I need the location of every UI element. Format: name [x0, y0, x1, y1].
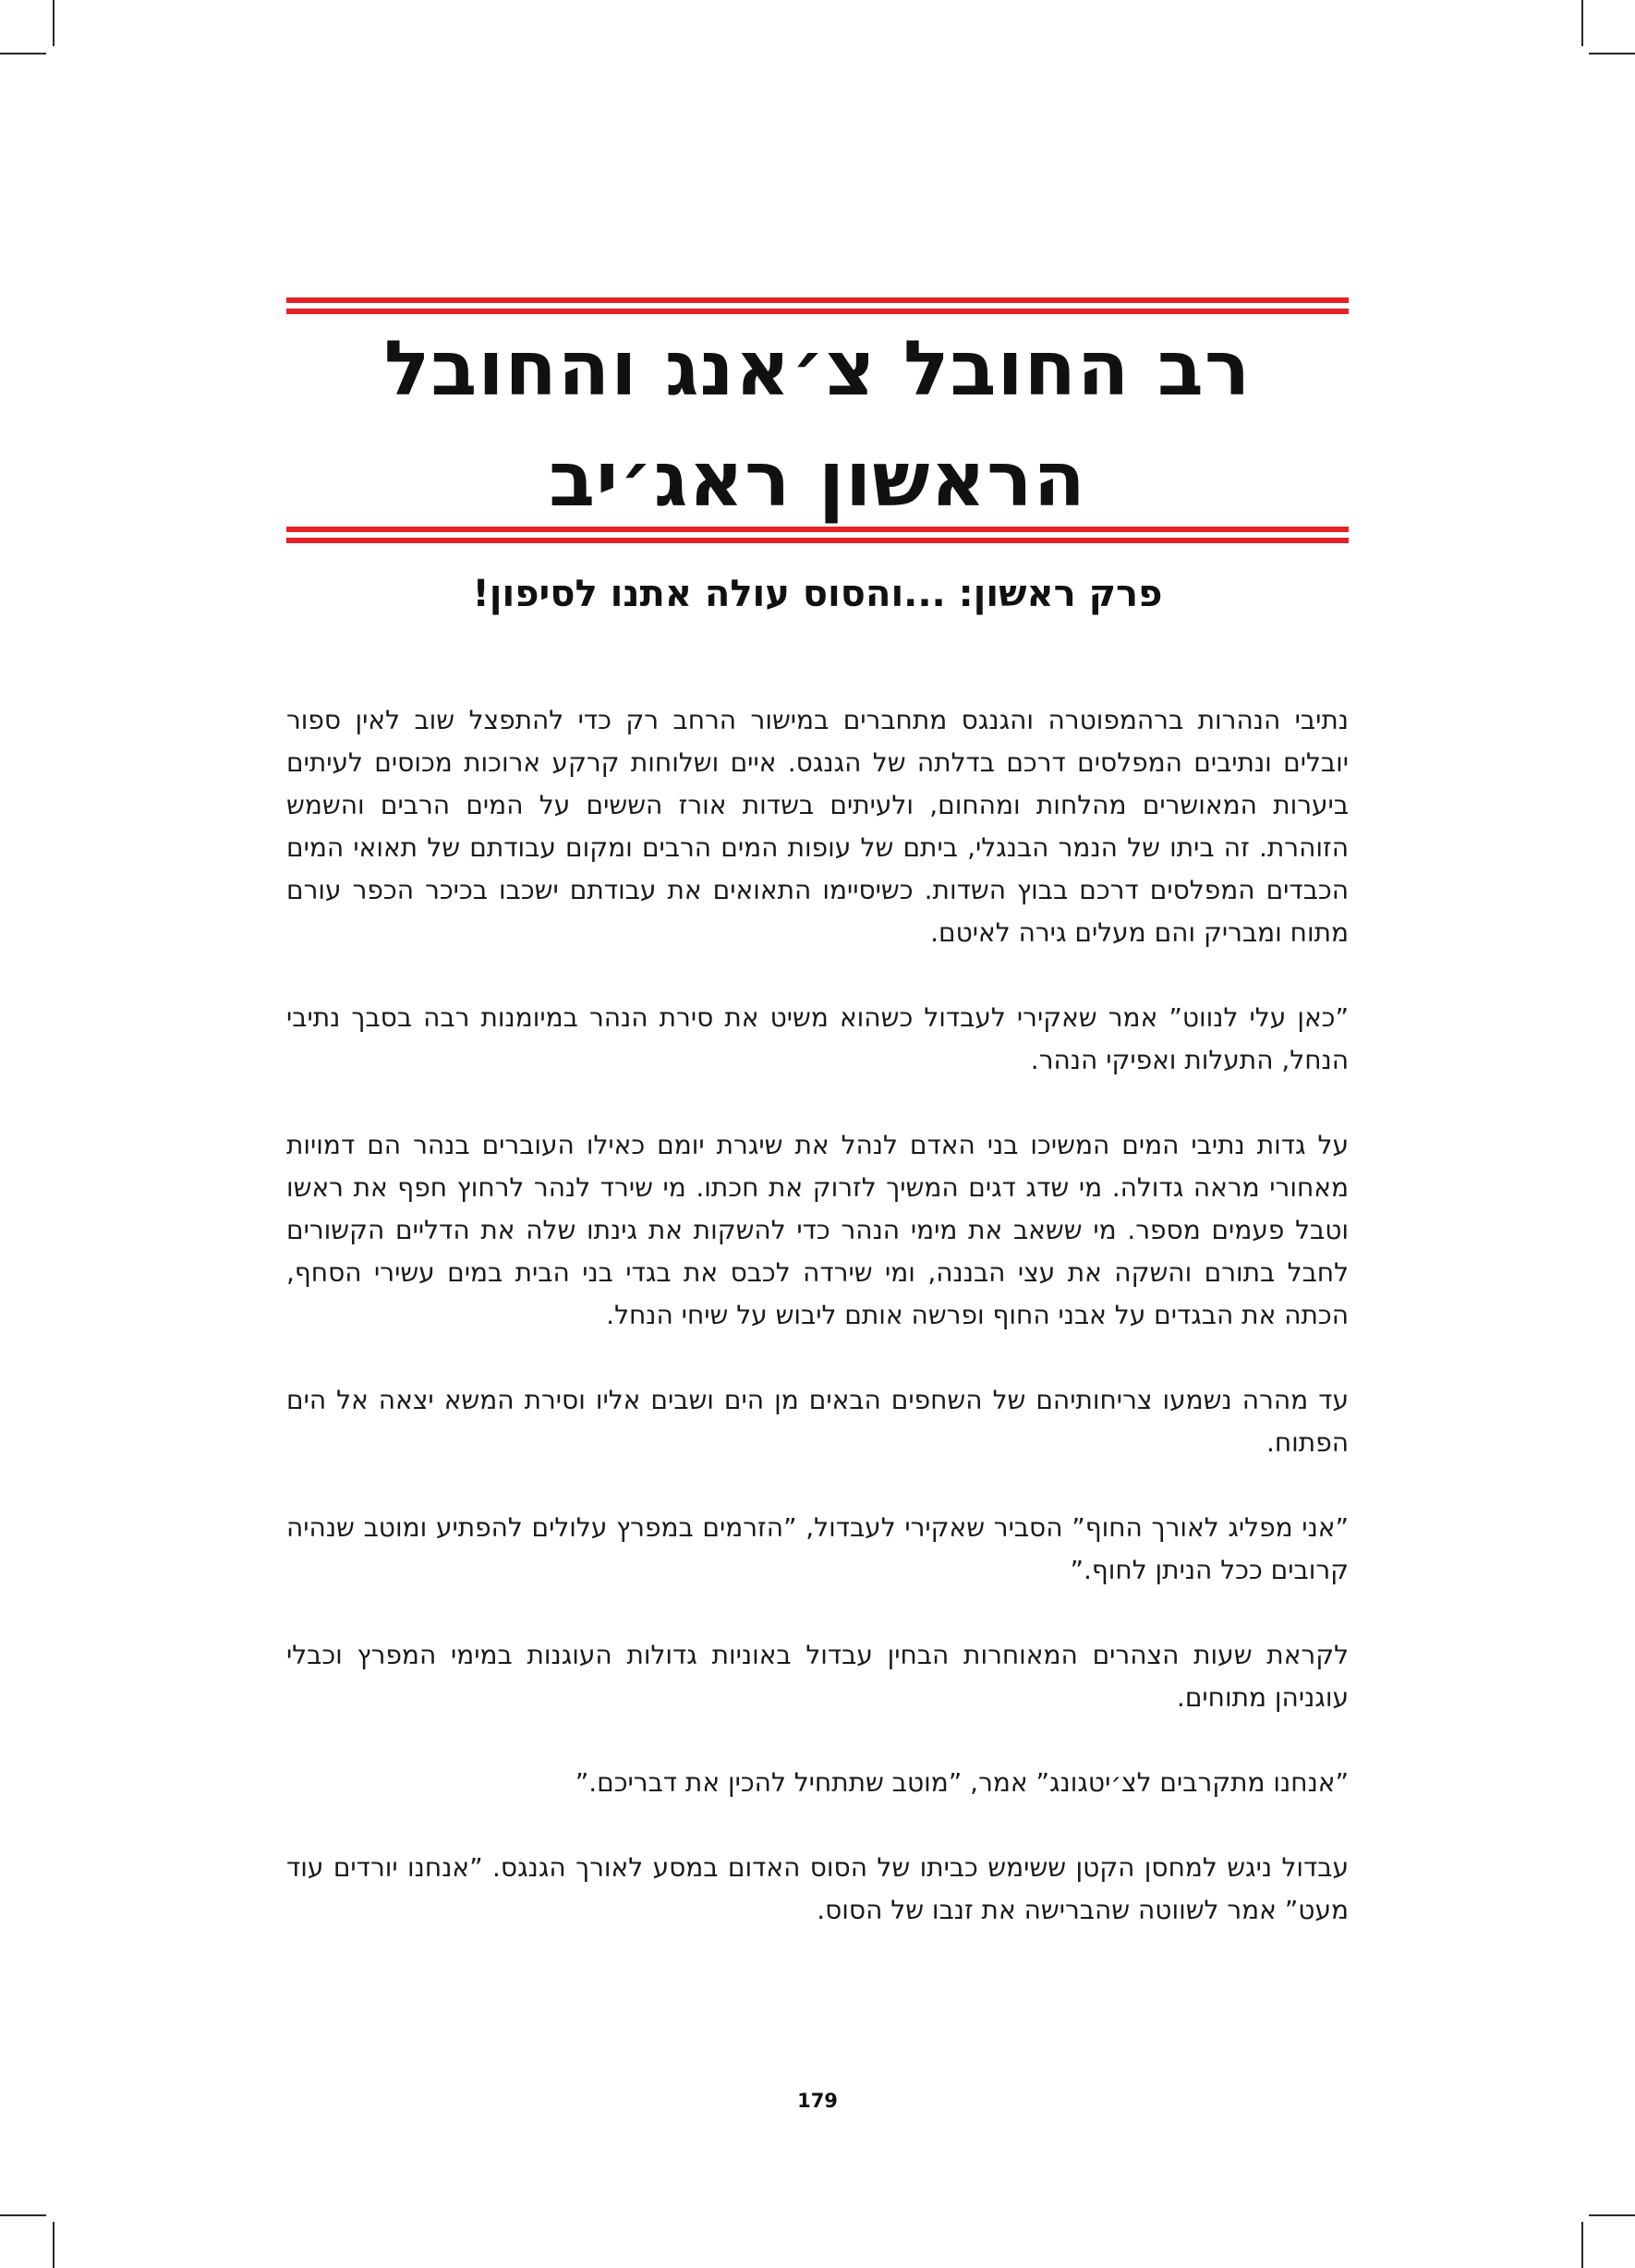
chapter-heading: פרק ראשון: ...והסוס עולה אתנו לסיפון!	[472, 573, 1163, 615]
title-bottom-rule	[286, 527, 1349, 549]
crop-mark-bottom-left-vertical	[53, 2222, 54, 2268]
paragraph: עד מהרה נשמעו צריחותיהם של השחפים הבאים מן הים ושבים אליו וסירת המשא יצאה אל הים הפתוח.	[286, 1385, 1349, 1458]
body-text	[286, 699, 1349, 1974]
crop-mark-top-right-vertical	[1581, 0, 1583, 46]
crop-mark-bottom-right-vertical	[1581, 2222, 1583, 2268]
paragraph: ”אנחנו מתקרבים לצ׳יטגונג” אמר, ”מוטב שתתחיל להכין את דבריכם.”	[575, 1767, 1349, 1798]
title-line-1: רב החובל צ׳אנג והחובל	[383, 325, 1252, 413]
paragraph: נתיבי הנהרות ברהמפוטרה והגנגס מתחברים במישור הרחב רק כדי להתפצל שוב לאין ספור יובלים ונתיבים המפלסים דרכם בדלתה של הגנגס. איים ושלוחות קרקע ארוכות מכוסים לעיתים ביערות המאושרים מהלחות ומהחום, ולעיתים בשדות אורז הששים על המים הרבים והשמש הזוהרת. זה ביתו של הנמר הבנגלי, ביתם של עופות המים הרבים ומקום עבודתם של תאואי המים הכבדים המפלסים דרכם בבוץ השדות. כשיסיימו התאואים את עבודתם ישכבו בכיכר הכפר עורם מתוח ומבריק והם מעלים גירה לאיטם.	[286, 705, 1349, 948]
paragraph: ”כאן עלי לנווט” אמר שאקירי לעבדול כשהוא משיט את סירת הנהר במיומנות רבה בסבך נתיבי הנחל, התעלות ואפיקי הנהר.	[286, 1002, 1349, 1075]
crop-mark-bottom-right-horizontal	[1589, 2214, 1635, 2216]
rule-line	[286, 538, 1349, 543]
paragraph: עבדול ניגש למחסן הקטן ששימש כביתו של הסוס האדום במסע לאורך הגנגס. ”אנחנו יורדים עוד מעט” אמר לשווטה שהברישה את זנבו של הסוס.	[286, 1852, 1349, 1925]
chapter-title	[286, 314, 1349, 536]
title-line-2: הראשון ראג׳יב	[549, 436, 1086, 524]
paragraph: לקראת שעות הצהרים המאוחרות הבחין עבדול באוניות גדולות העוגנות במימי המפרץ וכבלי עוגניהן מתוחים.	[286, 1640, 1349, 1713]
crop-mark-top-left-vertical	[53, 0, 54, 46]
crop-mark-top-left-horizontal	[0, 53, 46, 55]
rule-line	[286, 527, 1349, 532]
crop-mark-bottom-left-horizontal	[0, 2214, 46, 2216]
page-number: 179	[797, 2090, 838, 2112]
paragraph: ”אני מפליג לאורך החוף” הסביר שאקירי לעבדול, ”הזרמים במפרץ עלולים להפתיע ומוטב שנהיה קרובים ככל הניתן לחוף.”	[286, 1512, 1349, 1585]
crop-mark-top-right-horizontal	[1589, 53, 1635, 55]
rule-line	[286, 297, 1349, 303]
paragraph: על גדות נתיבי המים המשיכו בני האדם לנהל את שיגרת יומם כאילו העוברים בנהר הם דמויות מאחורי מראה גדולה. מי שדג דגים המשיך לזרוק את חכתו. מי שירד לנהר לרחוץ חפף את ראשו וטבל פעמים מספר. מי ששאב את מימי הנהר כדי להשקות את גינתו שלה את הדליים הקשורים לחבל בתורם והשקה את עצי הבננה, ומי שירדה לכבס את בגדי בני הבית במים עשירי הסחף, הכתה את הבגדים על אבני החוף ופרשה אותם ליבוש על שיחי הנחל.	[286, 1130, 1349, 1330]
